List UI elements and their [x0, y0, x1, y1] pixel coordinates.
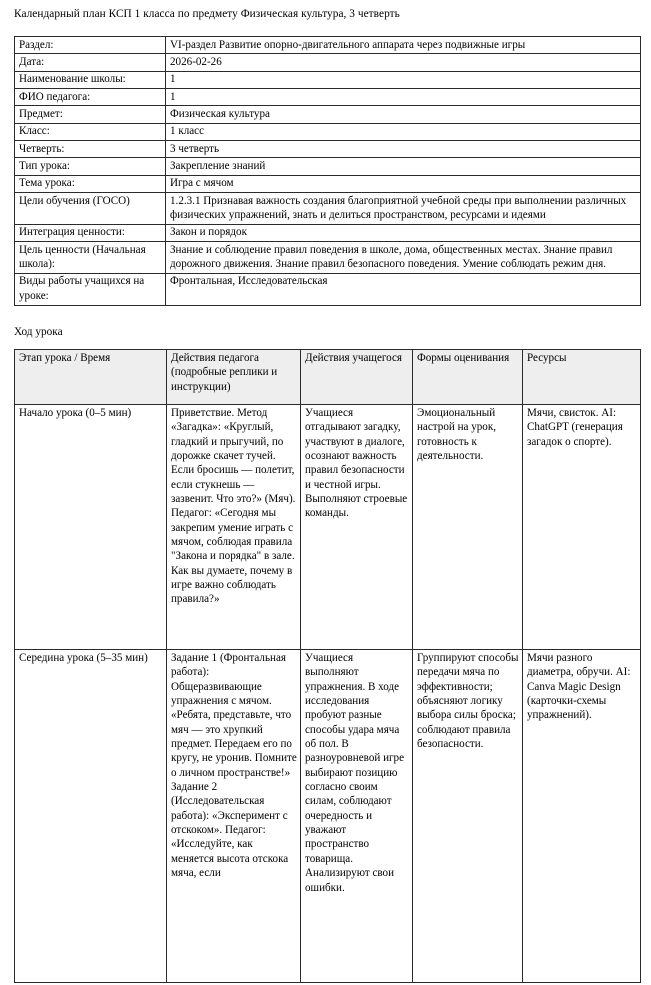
info-value-date: 2026-02-26: [166, 54, 641, 71]
table-row: [15, 89, 641, 106]
stage-cell: Середина урока (5–35 мин): [15, 650, 167, 983]
info-label-grade: Класс:: [15, 123, 166, 140]
table-row: [15, 242, 641, 274]
resources-cell: Мячи, свисток. AI: ChatGPT (генерация загадок о спорте).: [523, 405, 641, 650]
info-value-learning-objectives: 1.2.3.1 Признавая важность создания благоприятной учебной среды при выполнении различных физических упражнений, знать и делиться пространством, ресурсами и идеями: [166, 193, 641, 225]
table-row: [15, 273, 641, 305]
info-label-subject: Предмет:: [15, 106, 166, 123]
info-value-lesson-topic: Игра с мячом: [166, 175, 641, 192]
lesson-course-caption: Ход урока: [14, 326, 63, 338]
info-value-teacher: 1: [166, 89, 641, 106]
assessment-cell: Группируют способы передачи мяча по эффективности; объясняют логику выбора силы броска; соблюдают правила безопасности.: [413, 650, 523, 983]
table-row: [15, 71, 641, 88]
lesson-info-table: [14, 36, 641, 306]
info-value-value-goal: Знание и соблюдение правил поведения в школе, дома, общественных местах. Знание правил дорожного движения. Знание правил безопасного поведения. Умение соблюдать режим дня.: [166, 242, 641, 274]
stage-cell: Начало урока (0–5 мин): [15, 405, 167, 650]
info-value-subject: Физическая культура: [166, 106, 641, 123]
teacher-actions-cell: Задание 1 (Фронтальная работа): Общеразвивающие упражнения с мячом. «Ребята, представьте, что мяч — это хрупкий предмет. Передаем его по кругу, не уронив. Помните о личном пространстве!» Задание 2 (Исследовательская работа): «Эксперимент с отскоком». Педагог: «Исследуйте, как меняется высота отскока мяча, если: [167, 650, 301, 983]
info-value-work-types: Фронтальная, Исследовательская: [166, 273, 641, 305]
info-value-school: 1: [166, 71, 641, 88]
table-row: [15, 106, 641, 123]
info-value-quarter: 3 четверть: [166, 141, 641, 158]
info-value-grade: 1 класс: [166, 123, 641, 140]
table-row: [15, 158, 641, 175]
info-label-quarter: Четверть:: [15, 141, 166, 158]
column-header-teacher-actions: Действия педагога (подробные реплики и инструкции): [167, 350, 301, 405]
column-header-student-actions: Действия учащегося: [301, 350, 413, 405]
student-actions-cell: Учащиеся отгадывают загадку, участвуют в диалоге, осознают важность правил безопасности и честной игры. Выполняют строевые команды.: [301, 405, 413, 650]
column-header-stage: Этап урока / Время: [15, 350, 167, 405]
info-label-value-goal: Цель ценности (Начальная школа):: [15, 242, 166, 274]
table-row: [15, 37, 641, 54]
info-label-razdel: Раздел:: [15, 37, 166, 54]
lesson-plan-table: [14, 349, 641, 983]
info-label-lesson-type: Тип урока:: [15, 158, 166, 175]
column-header-resources: Ресурсы: [523, 350, 641, 405]
table-row: [15, 224, 641, 241]
table-row: [15, 123, 641, 140]
table-row: [15, 141, 641, 158]
column-header-assessment-forms: Формы оценивания: [413, 350, 523, 405]
info-label-teacher: ФИО педагога:: [15, 89, 166, 106]
page-title: Календарный план КСП 1 класса по предмету Физическая культура, 3 четверть: [14, 8, 400, 20]
teacher-actions-cell: Приветствие. Метод «Загадка»: «Круглый, гладкий и прыгучий, по дорожке скачет тучей. Если бросишь — полетит, если стукнешь — зазвенит. Что это?» (Мяч). Педагог: «Сегодня мы закрепим умение играть с мячом, соблюдая правила "Закона и порядка" в зале. Как вы думаете, почему в игре важно соблюдать правила?»: [167, 405, 301, 650]
table-header-row: [15, 350, 641, 405]
info-label-value-integration: Интеграция ценности:: [15, 224, 166, 241]
info-value-value-integration: Закон и порядок: [166, 224, 641, 241]
info-label-work-types: Виды работы учащихся на уроке:: [15, 273, 166, 305]
info-value-lesson-type: Закрепление знаний: [166, 158, 641, 175]
info-label-school: Наименование школы:: [15, 71, 166, 88]
student-actions-cell: Учащиеся выполняют упражнения. В ходе исследования пробуют разные способы удара мяча об пол. В разноуровневой игре выбирают позицию согласно своим силам, соблюдают очередность и уважают пространство товарища. Анализируют свои ошибки.: [301, 650, 413, 983]
info-label-date: Дата:: [15, 54, 166, 71]
table-row: [15, 405, 641, 650]
table-row: [15, 193, 641, 225]
info-label-learning-objectives: Цели обучения (ГОСО): [15, 193, 166, 225]
table-row: [15, 650, 641, 983]
info-value-razdel: VI-раздел Развитие опорно-двигательного аппарата через подвижные игры: [166, 37, 641, 54]
table-row: [15, 175, 641, 192]
info-label-lesson-topic: Тема урока:: [15, 175, 166, 192]
assessment-cell: Эмоциональный настрой на урок, готовность к деятельности.: [413, 405, 523, 650]
resources-cell: Мячи разного диаметра, обручи. AI: Canva Magic Design (карточки-схемы упражнений).: [523, 650, 641, 983]
table-row: [15, 54, 641, 71]
